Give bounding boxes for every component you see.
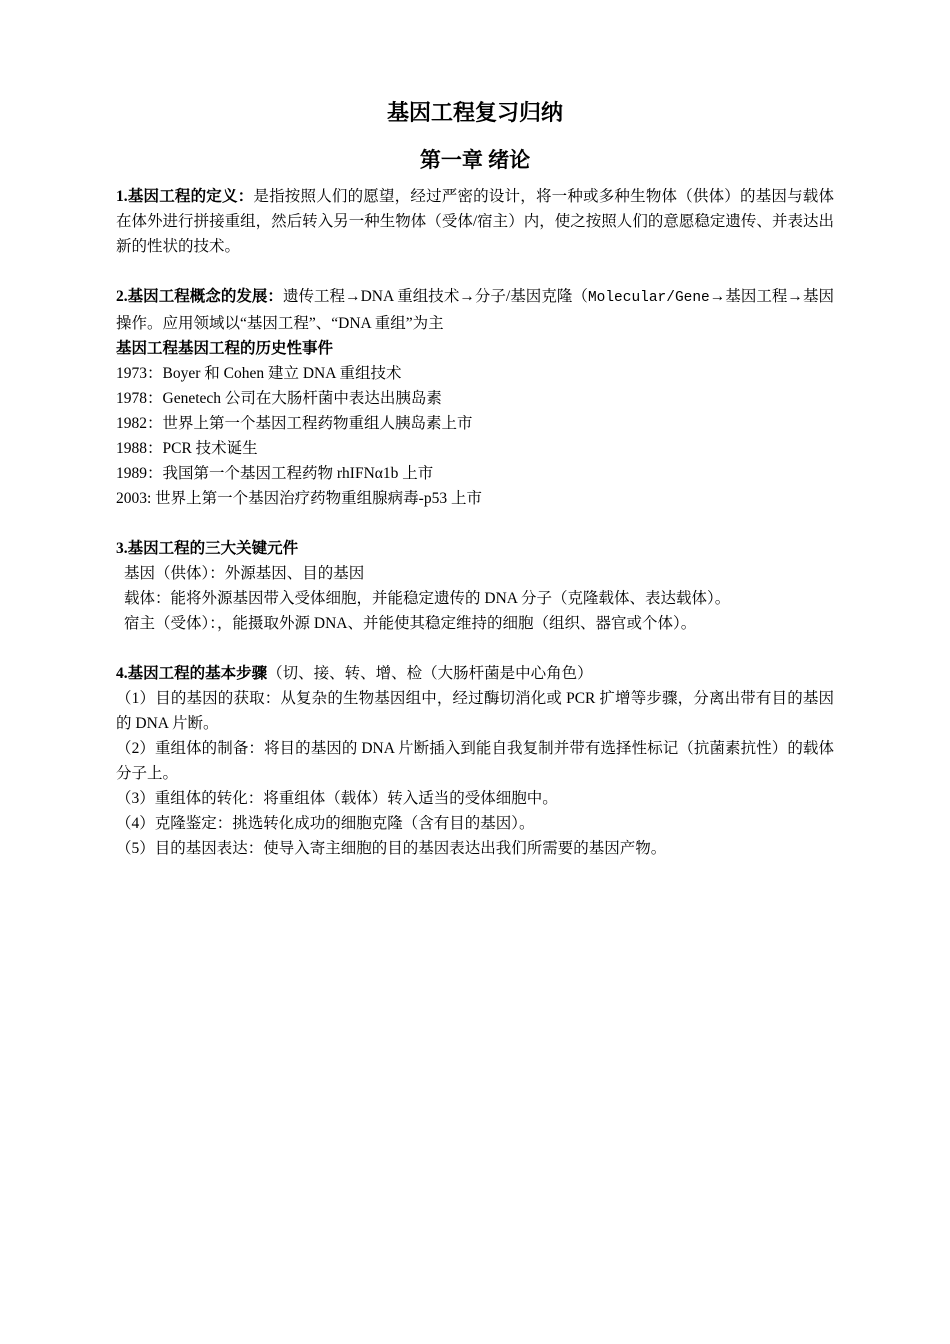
chapter-heading: 第一章 绪论 — [419, 148, 531, 172]
event-item: 1978：Genetech 公司在大肠杆菌中表达出胰岛素 — [116, 390, 442, 407]
section-2-heading: 2.基因工程概念的发展： — [116, 288, 283, 305]
element-item: 基因（供体）：外源基因、目的基因 — [124, 565, 365, 582]
spacer — [116, 511, 834, 536]
section-2-body-part1: 遗传工程→DNA 重组技术→分子/基因克隆（ — [282, 288, 588, 305]
section-2-development — [116, 284, 834, 336]
section-1-heading: 1.基因工程的定义： — [116, 188, 254, 205]
element-item: 载体：能将外源基因带入受体细胞，并能稳定遗传的 DNA 分子（克隆载体、表达载体）。 — [124, 590, 731, 607]
section-4-heading: 4.基因工程的基本步骤 — [116, 665, 268, 682]
event-item: 1973：Boyer 和 Cohen 建立 DNA 重组技术 — [116, 365, 402, 382]
event-item: 1988：PCR 技术诞生 — [116, 440, 258, 457]
element-item: 宿主（受体）：，能摄取外源 DNA、并能使其稳定维持的细胞（组织、器官或个体）。 — [124, 615, 697, 632]
step-item: （1）目的基因的获取：从复杂的生物基因组中，经过酶切消化或 PCR 扩增等步骤，分离出带有目的基因的 DNA 片断。 — [116, 690, 834, 732]
spacer — [116, 259, 834, 284]
section-2-body-mono: Molecular/Gene — [587, 290, 710, 306]
spacer — [116, 636, 834, 661]
step-item: （4）克隆鉴定：挑选转化成功的细胞克隆（含有目的基因）。 — [116, 815, 535, 832]
section-4-heading-line — [116, 661, 834, 686]
event-item: 1989：我国第一个基因工程药物 rhIFNα1b 上市 — [116, 465, 434, 482]
document-page — [116, 96, 834, 861]
event-item: 2003: 世界上第一个基因治疗药物重组腺病毒-p53 上市 — [116, 490, 482, 507]
section-3-heading: 3.基因工程的三大关键元件 — [116, 540, 299, 557]
step-item: （5）目的基因表达：使导入寄主细胞的目的基因表达出我们所需要的基因产物。 — [116, 840, 667, 857]
section-2-body-part2: →基因工程→基因操作。应用领域以“基因工程”、“DNA 重组”为主 — [116, 288, 834, 332]
section-1-body: 是指按照人们的愿望，经过严密的设计，将一种或多种生物体（供体）的基因与载体在体外进行拼接重组，然后转入另一种生物体（受体/宿主）内，使之按照人们的意愿稳定遗传、并表达出新的性状的技术。 — [116, 188, 834, 255]
section-4-heading-tail: （切、接、转、增、检（大肠杆菌是中心角色） — [267, 665, 593, 682]
step-item: （3）重组体的转化：将重组体（载体）转入适当的受体细胞中。 — [116, 790, 558, 807]
document-title: 基因工程复习归纳 — [386, 100, 563, 125]
step-item: （2）重组体的制备：将目的基因的 DNA 片断插入到能自我复制并带有选择性标记（抗菌素抗性）的载体分子上。 — [116, 740, 834, 782]
section-1-definition — [116, 184, 834, 259]
events-heading: 基因工程基因工程的历史性事件 — [116, 340, 334, 357]
event-item: 1982：世界上第一个基因工程药物重组人胰岛素上市 — [116, 415, 473, 432]
